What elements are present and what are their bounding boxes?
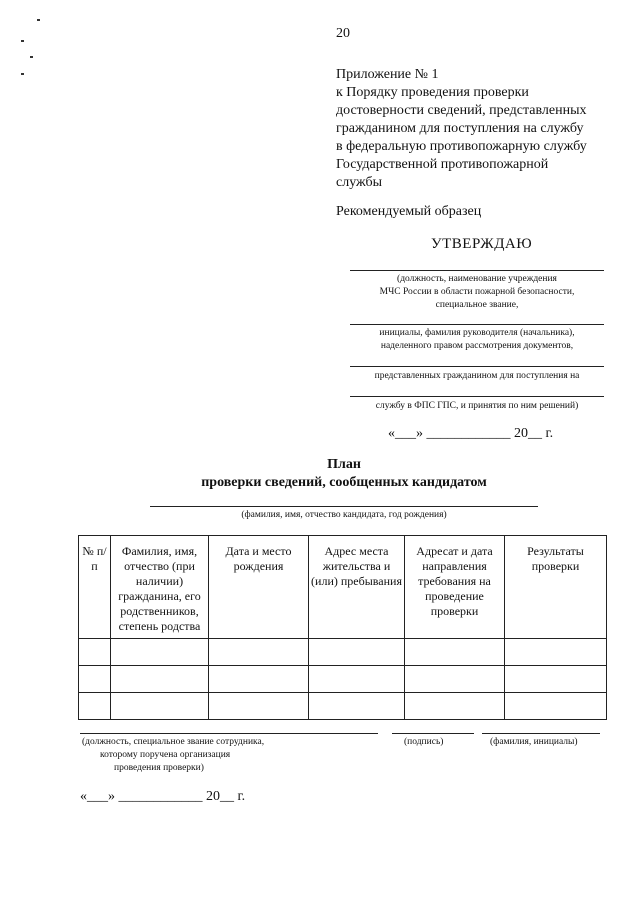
appendix-line: достоверности сведений, представленных xyxy=(336,103,587,118)
approval-date: «___» ____________ 20__ г. xyxy=(388,426,554,441)
sample-label: Рекомендуемый образец xyxy=(336,204,482,219)
signature-position-caption: (должность, специальное звание сотрудника, которому поручена организация проведения проверки) xyxy=(82,737,265,773)
approval-caption-documents: представленных гражданином для поступления на xyxy=(374,371,580,381)
header-addressee: Адресат и дата направления требования на проведение проверки xyxy=(405,536,505,639)
signature-position-line xyxy=(80,733,378,734)
table-cell[interactable] xyxy=(209,666,309,693)
approval-line xyxy=(350,396,604,397)
appendix-line: Государственной противопожарной xyxy=(336,157,549,172)
approval-line xyxy=(350,270,604,271)
scan-mark xyxy=(21,40,24,42)
header-birth: Дата и место рождения xyxy=(209,536,309,639)
header-address: Адрес места жительства и (или) пребывания xyxy=(309,536,405,639)
plan-heading: План xyxy=(327,457,361,472)
candidate-line xyxy=(150,506,538,507)
scan-mark xyxy=(30,56,33,58)
page-number: 20 xyxy=(336,26,350,41)
signature-date: «___» ____________ 20__ г. xyxy=(80,789,246,804)
appendix-line: в федеральную противопожарную службу xyxy=(336,139,587,154)
scan-mark xyxy=(21,73,24,75)
approval-line xyxy=(350,366,604,367)
table-cell[interactable] xyxy=(111,666,209,693)
table-cell[interactable] xyxy=(79,639,111,666)
table-cell[interactable] xyxy=(405,639,505,666)
appendix-line: гражданином для поступления на службу xyxy=(336,121,584,136)
table-row xyxy=(79,693,607,720)
appendix-line: к Порядку проведения проверки xyxy=(336,85,529,100)
table-cell[interactable] xyxy=(111,693,209,720)
approval-line xyxy=(350,324,604,325)
signature-name-caption: (фамилия, инициалы) xyxy=(490,737,578,747)
table-cell[interactable] xyxy=(309,666,405,693)
approval-title: УТВЕРЖДАЮ xyxy=(431,236,533,252)
approval-caption-name: инициалы, фамилия руководителя (начальника), наделенного правом рассмотрения документов, xyxy=(379,328,575,351)
plan-title xyxy=(150,456,538,492)
header-results: Результаты проверки xyxy=(505,536,607,639)
table-cell[interactable] xyxy=(209,639,309,666)
table-cell[interactable] xyxy=(79,666,111,693)
table-cell[interactable] xyxy=(79,693,111,720)
table-row xyxy=(79,666,607,693)
approval-caption-decisions: службу в ФПС ГПС, и принятия по ним решений) xyxy=(375,401,579,411)
signature-sign-caption: (подпись) xyxy=(404,737,444,747)
table-cell[interactable] xyxy=(309,693,405,720)
table-row xyxy=(79,639,607,666)
table-cell[interactable] xyxy=(505,693,607,720)
table-cell[interactable] xyxy=(505,639,607,666)
appendix-line: Приложение № 1 xyxy=(336,67,439,82)
signature-sign-line xyxy=(392,733,474,734)
candidate-caption: (фамилия, имя, отчество кандидата, год рождения) xyxy=(241,510,447,520)
table-cell[interactable] xyxy=(405,666,505,693)
table-cell[interactable] xyxy=(505,666,607,693)
table-cell[interactable] xyxy=(405,693,505,720)
scan-mark xyxy=(37,19,40,21)
table-cell[interactable] xyxy=(111,639,209,666)
header-number: № п/п xyxy=(79,536,111,639)
plan-subheading: проверки сведений, сообщенных кандидатом xyxy=(201,475,487,490)
signature-name-line xyxy=(482,733,600,734)
header-fullname: Фамилия, имя, отчество (при наличии) гражданина, его родственников, степень родства xyxy=(111,536,209,639)
appendix-heading xyxy=(336,66,626,192)
table-cell[interactable] xyxy=(209,693,309,720)
approval-caption-position: (должность, наименование учреждения МЧС России в области пожарной безопасности, специальное звание, xyxy=(379,274,575,310)
table-cell[interactable] xyxy=(309,639,405,666)
appendix-line: службы xyxy=(336,175,383,190)
table-header-row xyxy=(79,536,607,639)
verification-table xyxy=(78,535,607,720)
